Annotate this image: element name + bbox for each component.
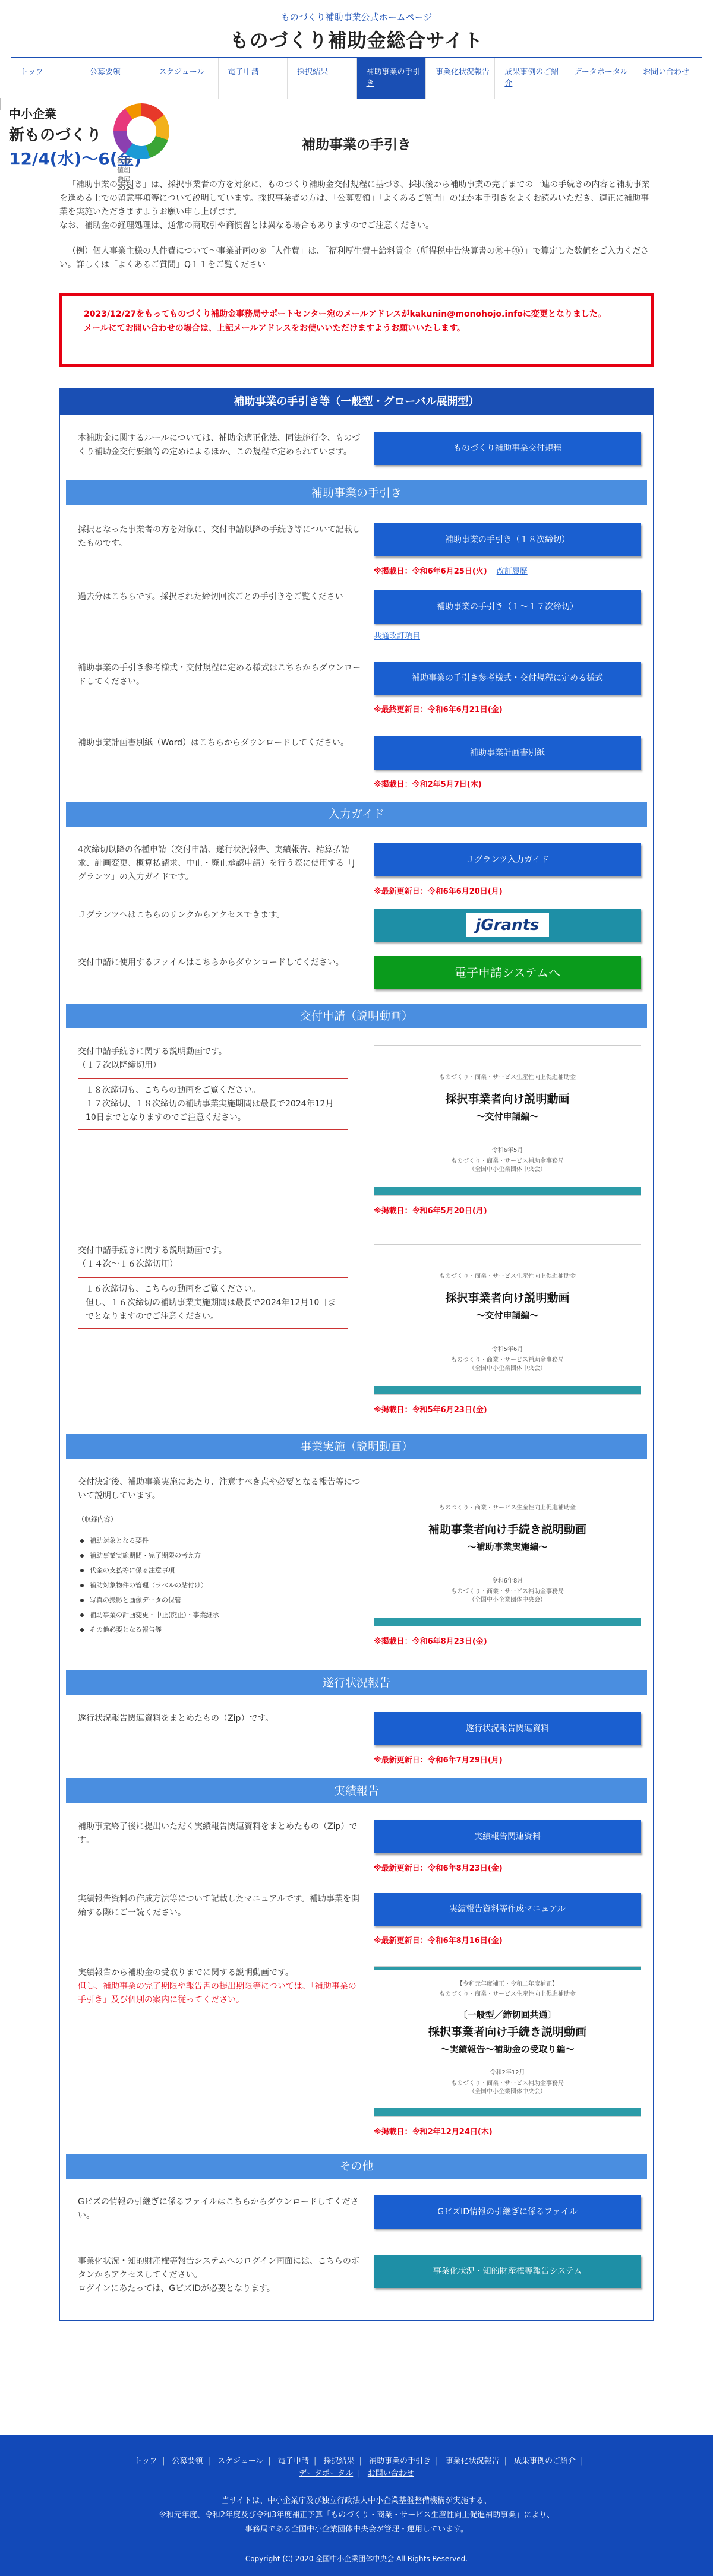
email-change-notice xyxy=(59,293,654,367)
section-other: その他 xyxy=(66,2154,647,2179)
rules-row xyxy=(60,432,653,480)
thumb-top: 【令和元年度補正・令和二年度補正】 xyxy=(457,1981,558,1988)
section-suiko: 遂行状況報告 xyxy=(66,1670,647,1695)
section-jisseki: 実績報告 xyxy=(66,1778,647,1803)
kofu-b-note: １６次締切も、こちらの動画をご覧ください。 但し、１６次締切の補助事業実施期間は最長で2024年12月10日までとなりますのでご注意ください。 xyxy=(78,1277,348,1329)
frame-title: 補助事業の手引き等（一般型・グローバル展開型） xyxy=(60,389,653,415)
tebiki-row-2 xyxy=(60,590,653,662)
jgrants-guide-date: ※最新更新日：令和6年6月20日(月) xyxy=(374,887,503,896)
tebiki-forms-text: 補助事業の手引き参考様式・交付規程に定める様式はこちらからダウンロードしてください。 xyxy=(78,663,361,686)
thumb-date: 令和5年6月 xyxy=(491,1346,523,1353)
thumb-title: 採択事業者向け説明動画 xyxy=(445,1292,570,1305)
jgrants-guide-text: 4次締切以降の各種申請（交付申請、遂行状況報告、実績報告、精算払請求、計画変更、概算払請求、中止・廃止承認申請）を行う際に使用する「Jグランツ」の入力ガイドです。 xyxy=(78,845,355,882)
kofu-a-note: １８次締切も、こちらの動画をご覧ください。 １７次締切、１８次締切の補助事業実施期間は最長で2024年12月10日までとなりますのでご注意ください。 xyxy=(78,1078,348,1130)
thumb-bottom xyxy=(374,1157,641,1174)
thumb-subtitle: ～実績報告～補助金の受取り編～ xyxy=(440,2044,575,2055)
kofu-row-a xyxy=(60,1045,653,1244)
footer-line-3: 事務局である全国中小企業団体中央会が管理・運用しています。 xyxy=(245,2525,468,2534)
jisseki-manual-button[interactable]: 実績報告資料等作成マニュアル xyxy=(374,1893,641,1926)
kofu-kitei-button[interactable]: ものづくり補助事業交付規程 xyxy=(374,432,641,465)
thumb-bar xyxy=(374,1386,641,1394)
jisseki-warning: 但し、補助事業の完了期限や報告書の提出期限等については、「補助事業の手引き」及び個別の案内に従ってください。 xyxy=(78,1982,356,2005)
thumb-org: ものづくり・商業・サービス生産性向上促進補助金 xyxy=(439,1273,576,1280)
site-title[interactable]: ものづくり補助金総合サイト xyxy=(229,29,484,52)
footer-link-schedule[interactable]: スケジュール xyxy=(217,2457,264,2466)
jisshi-date: ※掲載日：令和6年8月23日(金) xyxy=(374,1637,487,1646)
list-item: 補助事業の計画変更・中止(廃止)・事業継承 xyxy=(80,1607,362,1622)
jisseki-text-3: 実績報告から補助金の受取りまでに関する説明動画です。 xyxy=(78,1968,294,1977)
other-row-2 xyxy=(60,2255,653,2320)
thumb-bar xyxy=(374,2108,641,2116)
jisshi-contents-label: （収録内容） xyxy=(78,1515,117,1523)
tebiki-18-text: 採択となった事業者の方を対象に、交付申請以降の手続き等について記載したものです。 xyxy=(78,525,361,548)
intro-paragraph-2: （例）個人事業主様の人件費について〜事業計画の④「人件費」は、「福利厚生費＋給料賃金（所得税申告決算書の⑮＋⑳）」で算定した数値をご入力ください。詳しくは「よくあるご質問」Q１１をご覧ください xyxy=(59,246,649,270)
footer-line-2: 令和元年度、令和2年度及び令和3年度補正予算「ものづくり・商業・サービス生産性向上促進補助事業」により、 xyxy=(158,2511,555,2520)
notice-line-2: メールにてお問い合わせの場合は、上記メールアドレスをお使いいただけますようお願いいたします。 xyxy=(84,324,465,333)
thumb-title: 採択事業者向け説明動画 xyxy=(445,1093,570,1106)
event-banner[interactable] xyxy=(0,98,1,110)
thumb-bottom xyxy=(374,1356,641,1373)
tebiki-forms-date: ※最終更新日：令和6年6月21日(金) xyxy=(374,705,503,714)
kofu-a-video-thumbnail[interactable] xyxy=(374,1045,641,1196)
nav-item-jirei[interactable]: 成果事例のご紹介 xyxy=(495,58,564,99)
tebiki-past-button[interactable]: 補助事業の手引き（１〜１７次締切） xyxy=(374,590,641,624)
footer-link-denshi[interactable]: 電子申請 xyxy=(277,2457,309,2466)
jgrants-access-text: Ｊグランツへはこちらのリンクからアクセスできます。 xyxy=(78,910,285,920)
report-system-button[interactable]: 事業化状況・知的財産権等報告システム xyxy=(374,2255,641,2288)
suiko-button[interactable]: 遂行状況報告関連資料 xyxy=(374,1712,641,1745)
thumb-date: 令和6年5月 xyxy=(491,1147,523,1154)
tebiki-18-date: ※掲載日：令和6年6月25日(火) xyxy=(374,567,487,576)
kofu-b-text: 交付申請手続きに関する説明動画です。 （１４次〜１６次締切用） xyxy=(78,1246,227,1269)
jgrants-logo: jGrants xyxy=(466,913,548,937)
intro-text-1b: なお、補助金の経理処理は、通常の商取引や商慣習とは異なる場合もありますのでご注意ください。 xyxy=(59,221,434,230)
kofu-a-text: 交付申請手続きに関する説明動画です。 （１７次以降締切用） xyxy=(78,1047,227,1070)
list-item: 代金の支払等に係る注意事項 xyxy=(80,1563,362,1578)
main-nav xyxy=(11,57,702,99)
intro xyxy=(59,178,654,272)
jisseki-row-2 xyxy=(60,1893,653,1966)
intro-paragraph-1 xyxy=(59,178,654,233)
section-kofu: 交付申請（説明動画） xyxy=(66,1004,647,1028)
thumb-org: ものづくり・商業・サービス生産性向上促進補助金 xyxy=(439,1074,576,1081)
kofu-b-date: ※掲載日：令和5年6月23日(金) xyxy=(374,1406,487,1414)
intro-text-1: 「補助事業の手引き」は、採択事業者の方を対象に、ものづくり補助金交付規程に基づき、採択後から補助事業の完了までの一連の手続きの内容と補助事業を進める上での留意事項等について説明しています。採択事業者の方は、「公募要領」「よくあるご質問」のほか本手引きをよくお読みいただき、適正に補助事業を実施いただきますようお願い申し上げます。 xyxy=(59,180,650,217)
thumb-bottom-2: （全国中小企業団体中央会） xyxy=(469,1597,546,1603)
tebiki-row-4 xyxy=(60,736,653,802)
thumb-bottom-1: ものづくり・商業・サービス補助金事務局 xyxy=(451,1357,564,1363)
nav-item-koubo[interactable]: 公募要領 xyxy=(80,58,149,99)
guide-row-1 xyxy=(60,843,653,909)
jisseki-text-2: 実績報告資料の作成方法等について記載したマニュアルです。補助事業を開始する際にご一読ください。 xyxy=(78,1894,360,1917)
footer-line-1: 当サイトは、中小企業庁及び独立行政法人中小企業基盤整備機構が実施する、 xyxy=(221,2496,492,2505)
gbiz-file-button[interactable]: GビズID情報の引継ぎに係るファイル xyxy=(374,2195,641,2229)
footer-link-koubo[interactable]: 公募要領 xyxy=(172,2457,203,2466)
tebiki-past-text: 過去分はこちらです。採択された締切回次ごとの手引きをご覧ください xyxy=(78,592,343,602)
thumb-kind: 〔一般型／締切回共通〕 xyxy=(458,2009,557,2020)
footer-link-contact[interactable]: お問い合わせ xyxy=(367,2469,414,2478)
tebiki-row-1 xyxy=(60,523,653,590)
gbiz-text: Gビズの情報の引継ぎに係るファイルはこちらからダウンロードしてください。 xyxy=(78,2197,359,2220)
nav-item-jigyouka[interactable]: 事業化状況報告 xyxy=(426,58,495,99)
site-subtitle: ものづくり補助事業公式ホームページ xyxy=(280,12,433,23)
jisseki-video-thumbnail[interactable] xyxy=(374,1966,641,2117)
nav-item-schedule[interactable]: スケジュール xyxy=(149,58,218,99)
revision-history-link[interactable]: 改訂履歴 xyxy=(496,567,528,576)
jisseki-date-1: ※最新更新日：令和6年8月23日(金) xyxy=(374,1864,503,1873)
thumb-org: ものづくり・商業・サービス生産性向上促進補助金 xyxy=(439,1991,576,1998)
thumb-bar-top xyxy=(374,1967,641,1970)
suiko-text: 遂行状況報告関連資料をまとめたもの（Zip）です。 xyxy=(78,1714,274,1723)
rules-text: 本補助金に関するルールについては、補助金適正化法、同法施行令、ものづくり補助金交付要綱等の定めによるほか、この規程で定められています。 xyxy=(78,433,361,457)
guide-row-3 xyxy=(60,956,653,1004)
list-item: 補助対象となる要件 xyxy=(80,1533,362,1548)
thumb-bar xyxy=(374,1618,641,1626)
jgrants-guide-button[interactable]: Ｊグランツ入力ガイド xyxy=(374,843,641,876)
tebiki-row-3 xyxy=(60,662,653,736)
list-item: 補助対象物件の管理（ラベルの貼付け） xyxy=(80,1578,362,1593)
list-item: その他必要となる報告等 xyxy=(80,1622,362,1637)
jisseki-row-1 xyxy=(60,1820,653,1893)
tebiki-frame xyxy=(59,388,654,2321)
thumb-org: ものづくり・商業・サービス生産性向上促進補助金 xyxy=(439,1505,576,1511)
nav-item-tebiki[interactable]: 補助事業の手引き xyxy=(357,58,426,99)
thumb-bottom-2: （全国中小企業団体中央会） xyxy=(469,1166,546,1173)
jisseki-date-2: ※最新更新日：令和6年8月16日(金) xyxy=(374,1936,503,1945)
footer-copyright: Copyright (C) 2020 全国中小企業団体中央会 All Rights Reserved. xyxy=(245,2555,468,2563)
page-title: 補助事業の手引き xyxy=(302,137,411,153)
tebiki-forms-button[interactable]: 補助事業の手引き参考様式・交付規程に定める様式 xyxy=(374,662,641,695)
kofu-row-b xyxy=(60,1244,653,1434)
thumb-subtitle: ～補助事業実施編～ xyxy=(467,1542,548,1552)
thumb-date: 令和6年8月 xyxy=(491,1578,523,1584)
nav-item-contact[interactable]: お問い合わせ xyxy=(633,58,702,99)
thumb-bottom-2: （全国中小企業団体中央会） xyxy=(469,1365,546,1372)
jisseki-row-3 xyxy=(60,1966,653,2154)
thumb-subtitle: ～交付申請編～ xyxy=(476,1111,539,1122)
thumb-bottom-1: ものづくり・商業・サービス補助金事務局 xyxy=(451,2080,564,2087)
site-footer xyxy=(0,2435,713,2576)
thumb-bar xyxy=(374,1187,641,1195)
list-item: 補助事業実施期間・完了期限の考え方 xyxy=(80,1548,362,1563)
nav-item-top[interactable]: トップ xyxy=(11,58,80,99)
denshi-system-button[interactable]: 電子申請システムへ xyxy=(374,956,641,989)
footer-link-data-portal[interactable]: データポータル xyxy=(299,2469,354,2478)
jisshi-bullet-list xyxy=(78,1533,362,1637)
thumb-title: 補助事業者向け手続き説明動画 xyxy=(428,1523,586,1536)
report-system-text: 事業化状況・知的財産権等報告システムへのログイン画面には、こちらのボタンからアクセスしてください。 ログインにあたっては、GビズIDが必要となります。 xyxy=(78,2257,359,2293)
thumb-subtitle: ～交付申請編～ xyxy=(476,1310,539,1321)
other-row-1 xyxy=(60,2195,653,2255)
thumb-bottom xyxy=(374,1588,641,1605)
common-revision-link[interactable]: 共通改訂項目 xyxy=(374,632,421,641)
jisseki-button[interactable]: 実績報告関連資料 xyxy=(374,1820,641,1853)
footer-link-saitaku[interactable]: 採択結果 xyxy=(323,2457,355,2466)
kofu-b-video-thumbnail[interactable] xyxy=(374,1244,641,1395)
footer-link-tebiki[interactable]: 補助事業の手引き xyxy=(369,2457,431,2466)
plan-annex-date: ※掲載日：令和2年5月7日(木) xyxy=(374,780,482,789)
jisseki-date-3: ※掲載日：令和2年12月24日(木) xyxy=(374,2128,493,2137)
thumb-bottom xyxy=(374,2080,641,2096)
kofu-a-date: ※掲載日：令和6年5月20日(月) xyxy=(374,1207,487,1216)
suiko-row xyxy=(60,1712,653,1778)
footer-link-jigyouka[interactable]: 事業化状況報告 xyxy=(445,2457,500,2466)
thumb-date: 令和2年12月 xyxy=(490,2069,525,2076)
plan-annex-button[interactable]: 補助事業計画書別紙 xyxy=(374,736,641,770)
footer-link-top[interactable]: トップ xyxy=(134,2457,158,2466)
section-jisshi: 事業実施（説明動画） xyxy=(66,1434,647,1459)
denshi-text: 交付申請に使用するファイルはこちらからダウンロードしてください。 xyxy=(78,958,344,967)
suiko-date: ※最新更新日：令和6年7月29日(月) xyxy=(374,1756,503,1765)
section-tebiki: 補助事業の手引き xyxy=(66,480,647,505)
section-guide: 入力ガイド xyxy=(66,802,647,827)
jisshi-video-thumbnail[interactable] xyxy=(374,1476,641,1626)
tebiki-18-meta xyxy=(374,565,641,576)
jisshi-row xyxy=(60,1476,653,1670)
thumb-bottom-1: ものづくり・商業・サービス補助金事務局 xyxy=(451,1588,564,1595)
thumb-bottom-1: ものづくり・商業・サービス補助金事務局 xyxy=(451,1158,564,1164)
tebiki-18-button[interactable]: 補助事業の手引き（１８次締切） xyxy=(374,523,641,556)
footer-link-jirei[interactable]: 成果事例のご紹介 xyxy=(514,2457,576,2466)
footer-nav: トップ | 公募要領 | スケジュール | 電子申請 | 採択結果 | 補助事業の手引き | 事業化状況報告 | 成果事例のご紹介 | データポータル | お問い合わせ xyxy=(134,2457,583,2478)
thumb-title: 採択事業者向け手続き説明動画 xyxy=(428,2026,586,2039)
jisshi-text: 交付決定後、補助事業実施にあたり、注意すべき点や必要となる報告等について説明しています。 xyxy=(78,1477,361,1501)
nav-item-denshi[interactable]: 電子申請 xyxy=(219,58,288,99)
site-header xyxy=(0,0,713,57)
notice-line-1: 2023/12/27をもってものづくり補助金事務局サポートセンター宛のメールアドレスがkakunin@monohojo.infoに変更となりました。 xyxy=(84,309,606,319)
thumb-bottom-2: （全国中小企業団体中央会） xyxy=(469,2088,546,2095)
list-item: 写真の撮影と画像データの保管 xyxy=(80,1593,362,1607)
jisseki-text-1: 補助事業終了後に提出いただく実績報告関連資料をまとめたもの（Zip）です。 xyxy=(78,1822,358,1845)
plan-annex-text: 補助事業計画書別紙（Word）はこちらからダウンロードしてください。 xyxy=(78,738,349,748)
nav-item-data-portal[interactable]: データポータル xyxy=(564,58,633,99)
nav-item-saitaku[interactable]: 採択結果 xyxy=(288,58,356,99)
guide-row-2 xyxy=(60,909,653,956)
jgrants-link-button[interactable] xyxy=(374,909,641,942)
